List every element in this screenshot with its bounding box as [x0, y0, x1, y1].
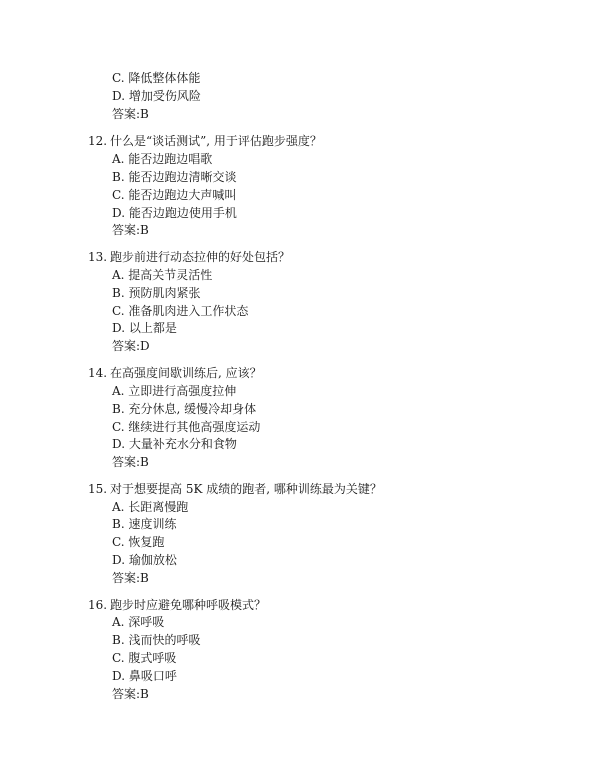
q12-option-a: A. 能否边跑边唱歌 — [112, 152, 213, 166]
q16-answer: 答案:B — [112, 687, 149, 701]
q12-option-c: C. 能否边跑边大声喊叫 — [112, 188, 237, 202]
question-number: 12. — [88, 134, 108, 148]
q16-option-c: C. 腹式呼吸 — [112, 651, 177, 665]
q16-option-d: D. 鼻吸口呼 — [112, 669, 177, 683]
q13-option-c: C. 准备肌肉进入工作状态 — [112, 304, 249, 318]
q11-option-d: D. 增加受伤风险 — [112, 89, 201, 103]
q13-answer: 答案:D — [112, 339, 150, 353]
question-number: 15. — [88, 482, 108, 496]
question-text: 跑步时应避免哪种呼吸模式？ — [110, 598, 267, 612]
question-16 — [88, 597, 266, 613]
q14-answer: 答案:B — [112, 455, 149, 469]
question-text: 对于想要提高 5K 成绩的跑者, 哪种训练最为关键？ — [110, 482, 382, 496]
q12-option-d: D. 能否边跑边使用手机 — [112, 206, 237, 220]
q14-option-b: B. 充分休息, 缓慢冷却身体 — [112, 402, 257, 416]
question-13 — [88, 249, 290, 265]
q12-option-b: B. 能否边跑边清晰交谈 — [112, 170, 237, 184]
question-number: 13. — [88, 250, 108, 264]
q14-option-c: C. 继续进行其他高强度运动 — [112, 420, 261, 434]
q11-answer: 答案:B — [112, 107, 149, 121]
q15-option-d: D. 瑜伽放松 — [112, 553, 177, 567]
question-14 — [88, 365, 262, 381]
question-number: 14. — [88, 366, 108, 380]
q16-option-b: B. 浅而快的呼吸 — [112, 633, 201, 647]
q15-answer: 答案:B — [112, 571, 149, 585]
q14-option-d: D. 大量补充水分和食物 — [112, 437, 237, 451]
question-text: 跑步前进行动态拉伸的好处包括？ — [110, 250, 291, 264]
question-number: 16. — [88, 598, 108, 612]
q12-answer: 答案:B — [112, 223, 149, 237]
q15-option-a: A. 长距离慢跑 — [112, 500, 189, 514]
q13-option-b: B. 预防肌肉紧张 — [112, 286, 201, 300]
q15-option-b: B. 速度训练 — [112, 517, 177, 531]
question-text: 什么是“谈话测试”, 用于评估跑步强度？ — [110, 134, 322, 148]
q11-option-c: C. 降低整体体能 — [112, 71, 201, 85]
question-15 — [88, 481, 382, 497]
q13-option-a: A. 提高关节灵活性 — [112, 268, 213, 282]
question-12 — [88, 133, 322, 149]
q15-option-c: C. 恢复跑 — [112, 535, 165, 549]
q14-option-a: A. 立即进行高强度拉伸 — [112, 384, 237, 398]
q16-option-a: A. 深呼吸 — [112, 615, 165, 629]
question-text: 在高强度间歇训练后, 应该？ — [110, 366, 262, 380]
q13-option-d: D. 以上都是 — [112, 321, 177, 335]
